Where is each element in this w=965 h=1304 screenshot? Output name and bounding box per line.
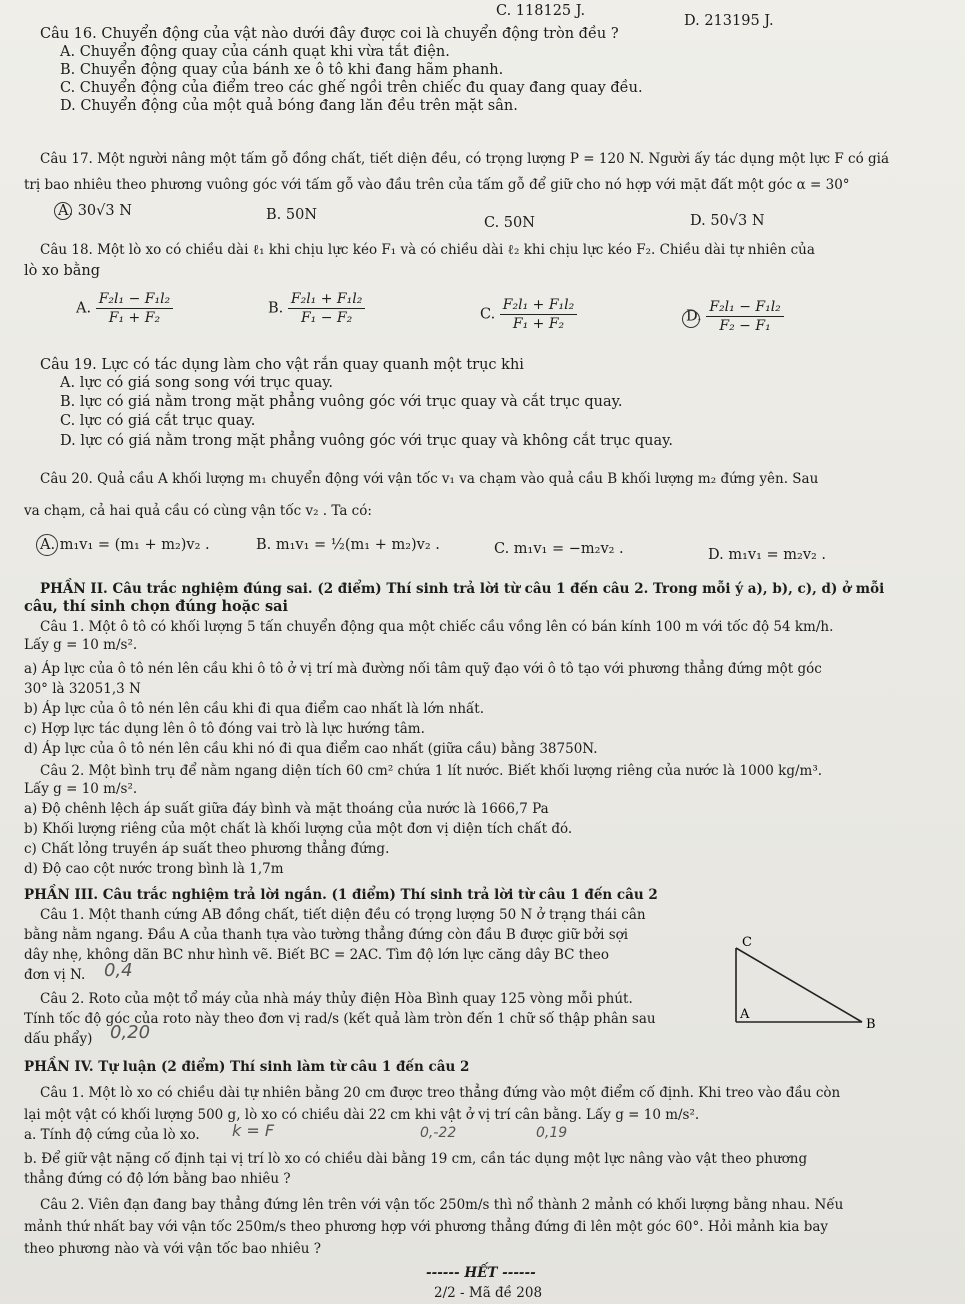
fraction-numerator: F₂l₁ + F₁l₂ <box>500 296 577 315</box>
q20-option-a[interactable] <box>40 536 210 554</box>
part3-c2-line3: dấu phẩy) <box>24 1031 93 1047</box>
part2-heading-line1: PHẦN II. Câu trắc nghiệm đúng sai. (2 điểm) Thí sinh trả lời từ câu 1 đến câu 2. Trong mỗi ý a), b), c), d) ở mỗi <box>40 581 885 597</box>
q19-option-d[interactable]: D. lực có giá nằm trong mặt phẳng vuông góc với trục quay và không cắt trục quay. <box>60 433 674 449</box>
q19-option-b[interactable]: B. lực có giá nằm trong mặt phẳng vuông góc với trục quay và cắt trục quay. <box>60 394 623 410</box>
q17-option-a-label: A. 30√3 N <box>58 203 132 219</box>
q20-option-a-label: A. m₁v₁ = (m₁ + m₂)v₂ . <box>40 537 210 553</box>
fraction-numerator: F₂l₁ − F₁l₂ <box>96 290 173 309</box>
point-b-label: B <box>866 1017 876 1032</box>
part3-c1-line3: dây nhẹ, không dãn BC như hình vẽ. Biết BC = 2AC. Tìm độ lớn lực căng dây BC theo <box>24 947 610 963</box>
q18-option-d-letter: D. <box>686 308 702 325</box>
q17-option-a[interactable] <box>58 202 132 220</box>
part4-c1-b-line2: thẳng đứng có độ lớn bằng bao nhiêu ? <box>24 1171 291 1187</box>
rod-wall-diagram <box>712 930 892 1040</box>
part4-heading: PHẦN IV. Tự luận (2 điểm) Thí sinh làm từ câu 1 đến câu 2 <box>24 1059 470 1075</box>
q20-option-d[interactable]: D. m₁v₁ = m₂v₂ . <box>708 547 827 563</box>
part3-c1-line2: bằng nằm ngang. Đầu A của thanh tựa vào tường thẳng đứng còn đầu B được giữ bởi sợi <box>24 927 629 943</box>
q17-stem-line2: trị bao nhiêu theo phương vuông góc với tấm gỗ vào đầu trên của tấm gỗ để giữ cho nó hợp với mặt đất một góc α = 30° <box>24 177 850 193</box>
handwritten-note: 0,-22 <box>420 1125 457 1141</box>
q17-option-d[interactable]: D. 50√3 N <box>690 213 765 229</box>
part3-c2-line2: Tính tốc độ góc của roto này theo đơn vị rad/s (kết quả làm tròn đến 1 chữ số thập phân sau <box>24 1011 656 1027</box>
handwritten-answer: 0,20 <box>110 1022 151 1043</box>
part4-c1-line2: lại một vật có khối lượng 500 g, lò xo có chiều dài 22 cm khi vật ở vị trí cân bằng. Lấy g = 10 m/s². <box>24 1107 700 1123</box>
part3-c1-line4: đơn vị N. <box>24 967 86 983</box>
q18-option-b-letter: B. <box>268 300 284 317</box>
point-a-label: A <box>740 1007 750 1022</box>
part3-c2-line1: Câu 2. Roto của một tổ máy của nhà máy thủy điện Hòa Bình quay 125 vòng mỗi phút. <box>40 991 633 1007</box>
q17-stem-line1: Câu 17. Một người nâng một tấm gỗ đồng chất, tiết diện đều, có trọng lượng P = 120 N. Người ấy tác dụng một lực F có giá <box>40 151 890 167</box>
part4-c1-line1: Câu 1. Một lò xo có chiều dài tự nhiên bằng 20 cm được treo thẳng đứng vào một điểm cố định. Khi treo vào đầu còn <box>40 1085 841 1101</box>
q17-option-c[interactable]: C. 50N <box>484 215 535 231</box>
part4-c2-line1: Câu 2. Viên đạn đang bay thẳng đứng lên trên với vận tốc 250m/s thì nổ thành 2 mảnh có khối lượng bằng nhau. Nếu <box>40 1197 844 1213</box>
point-c-label: C <box>742 935 752 950</box>
q16-option-b[interactable]: B. Chuyển động quay của bánh xe ô tô khi đang hãm phanh. <box>60 62 504 78</box>
q18-stem-line2: lò xo bằng <box>24 263 101 279</box>
part2-c1-stem-line2: Lấy g = 10 m/s². <box>24 637 138 653</box>
q19-option-c[interactable]: C. lực có giá cắt trục quay. <box>60 413 256 429</box>
part2-c1-a-line2[interactable]: 30° là 32051,3 N <box>24 681 141 697</box>
part2-c1-stem-line1: Câu 1. Một ô tô có khối lượng 5 tấn chuyển động qua một chiếc cầu vồng lên có bán kính 100 m với tốc độ 54 km/h. <box>40 619 834 635</box>
part2-c1-b[interactable]: b) Áp lực của ô tô nén lên cầu khi đi qua điểm cao nhất là lớn nhất. <box>24 701 485 717</box>
page-code: 2/2 - Mã đề 208 <box>434 1285 543 1301</box>
handwritten-answer: 0,4 <box>104 960 133 981</box>
header-option-c: C. 118125 J. <box>496 3 586 19</box>
handwritten-note: k = F <box>232 1121 275 1140</box>
q18-option-d-fraction <box>706 298 783 335</box>
part2-c2-b[interactable]: b) Khối lượng riêng của một chất là khối lượng của một đơn vị diện tích chất đó. <box>24 821 573 837</box>
fraction-numerator: F₂l₁ + F₁l₂ <box>288 290 365 309</box>
fraction-numerator: F₂l₁ − F₁l₂ <box>706 298 783 317</box>
q18-option-c-letter: C. <box>480 306 496 323</box>
q18-option-b[interactable] <box>268 290 365 327</box>
part2-c1-d[interactable]: d) Áp lực của ô tô nén lên cầu khi nó đi qua điểm cao nhất (giữa cầu) bằng 38750N. <box>24 741 598 757</box>
q20-option-c[interactable]: C. m₁v₁ = −m₂v₂ . <box>494 541 624 557</box>
string-bc <box>736 948 862 1022</box>
q16-stem: Câu 16. Chuyển động của vật nào dưới đây được coi là chuyển động tròn đều ? <box>40 26 619 42</box>
part2-c2-stem-line2: Lấy g = 10 m/s². <box>24 781 138 797</box>
q16-option-a[interactable]: A. Chuyển động quay của cánh quạt khi vừa tắt điện. <box>60 44 450 60</box>
fraction-denominator: F₁ − F₂ <box>300 310 353 326</box>
part3-heading: PHẦN III. Câu trắc nghiệm trả lời ngắn. (1 điểm) Thí sinh trả lời từ câu 1 đến câu 2 <box>24 887 658 903</box>
fraction-denominator: F₁ + F₂ <box>512 316 565 332</box>
q20-stem-line2: va chạm, cả hai quả cầu có cùng vận tốc v₂ . Ta có: <box>24 503 372 519</box>
part2-c1-c[interactable]: c) Hợp lực tác dụng lên ô tô đóng vai trò là lực hướng tâm. <box>24 721 425 737</box>
q19-stem: Câu 19. Lực có tác dụng làm cho vật rắn quay quanh một trục khi <box>40 357 524 373</box>
q20-option-b[interactable]: B. m₁v₁ = ½(m₁ + m₂)v₂ . <box>256 537 440 553</box>
q19-option-a[interactable]: A. lực có giá song song với trục quay. <box>60 375 333 391</box>
handwritten-note: 0,19 <box>536 1125 568 1141</box>
header-option-d: D. 213195 J. <box>684 13 774 29</box>
part2-c2-a[interactable]: a) Độ chênh lệch áp suất giữa đáy bình và mặt thoáng của nước là 1666,7 Pa <box>24 801 549 817</box>
fraction-denominator: F₂ − F₁ <box>719 318 771 334</box>
q16-option-c[interactable]: C. Chuyển động của điểm treo các ghế ngồi trên chiếc đu quay đang quay đều. <box>60 80 643 96</box>
part4-c2-line2: mảnh thứ nhất bay với vận tốc 250m/s theo phương hợp với phương thẳng đứng đi lên một góc 60°. Hỏi mảnh kia bay <box>24 1219 829 1235</box>
q18-option-c-fraction <box>500 296 577 333</box>
part2-c2-stem-line1: Câu 2. Một bình trụ để nằm ngang diện tích 60 cm² chứa 1 lít nước. Biết khối lượng riêng của nước là 1000 kg/m³. <box>40 763 823 779</box>
part4-c1-a: a. Tính độ cứng của lò xo. <box>24 1127 200 1143</box>
part4-c1-b-line1: b. Để giữ vật nặng cố định tại vị trí lò xo có chiều dài bằng 19 cm, cần tác dụng một lực nâng vào vật theo phương <box>24 1151 808 1167</box>
part2-c2-c[interactable]: c) Chất lỏng truyền áp suất theo phương thẳng đứng. <box>24 841 390 857</box>
q18-option-a[interactable] <box>76 290 173 327</box>
part4-c2-line3: theo phương nào và với vận tốc bao nhiêu ? <box>24 1241 322 1257</box>
q18-option-c[interactable] <box>480 296 577 333</box>
end-marker: ------ HẾT ------ <box>426 1265 536 1281</box>
q18-stem-line1: Câu 18. Một lò xo có chiều dài ℓ₁ khi chịu lực kéo F₁ và có chiều dài ℓ₂ khi chịu lực kéo F₂. Chiều dài tự nhiên của <box>40 242 815 258</box>
q20-stem-line1: Câu 20. Quả cầu A khối lượng m₁ chuyển động với vận tốc v₁ va chạm vào quả cầu B khối lượng m₂ đứng yên. Sau <box>40 471 819 487</box>
answer-circle-mark <box>36 534 58 556</box>
fraction-denominator: F₁ + F₂ <box>108 310 161 326</box>
q16-option-d[interactable]: D. Chuyển động của một quả bóng đang lăn đều trên mặt sân. <box>60 98 518 114</box>
part2-heading-line2: câu, thí sinh chọn đúng hoặc sai <box>24 598 289 615</box>
answer-circle-mark <box>54 202 72 220</box>
q17-option-b[interactable]: B. 50N <box>266 207 318 223</box>
part3-c1-line1: Câu 1. Một thanh cứng AB đồng chất, tiết diện đều có trọng lượng 50 N ở trạng thái cân <box>40 907 646 923</box>
q18-option-a-letter: A. <box>76 300 92 317</box>
answer-circle-mark <box>682 310 700 328</box>
q18-option-d[interactable] <box>686 298 784 335</box>
part2-c2-d[interactable]: d) Độ cao cột nước trong bình là 1,7m <box>24 861 284 877</box>
q18-option-a-fraction <box>96 290 173 327</box>
q18-option-b-fraction <box>288 290 365 327</box>
part2-c1-a-line1[interactable]: a) Áp lực của ô tô nén lên cầu khi ô tô ở vị trí mà đường nối tâm quỹ đạo với ô tô tạo với phương thẳng đứng một góc <box>24 661 822 677</box>
